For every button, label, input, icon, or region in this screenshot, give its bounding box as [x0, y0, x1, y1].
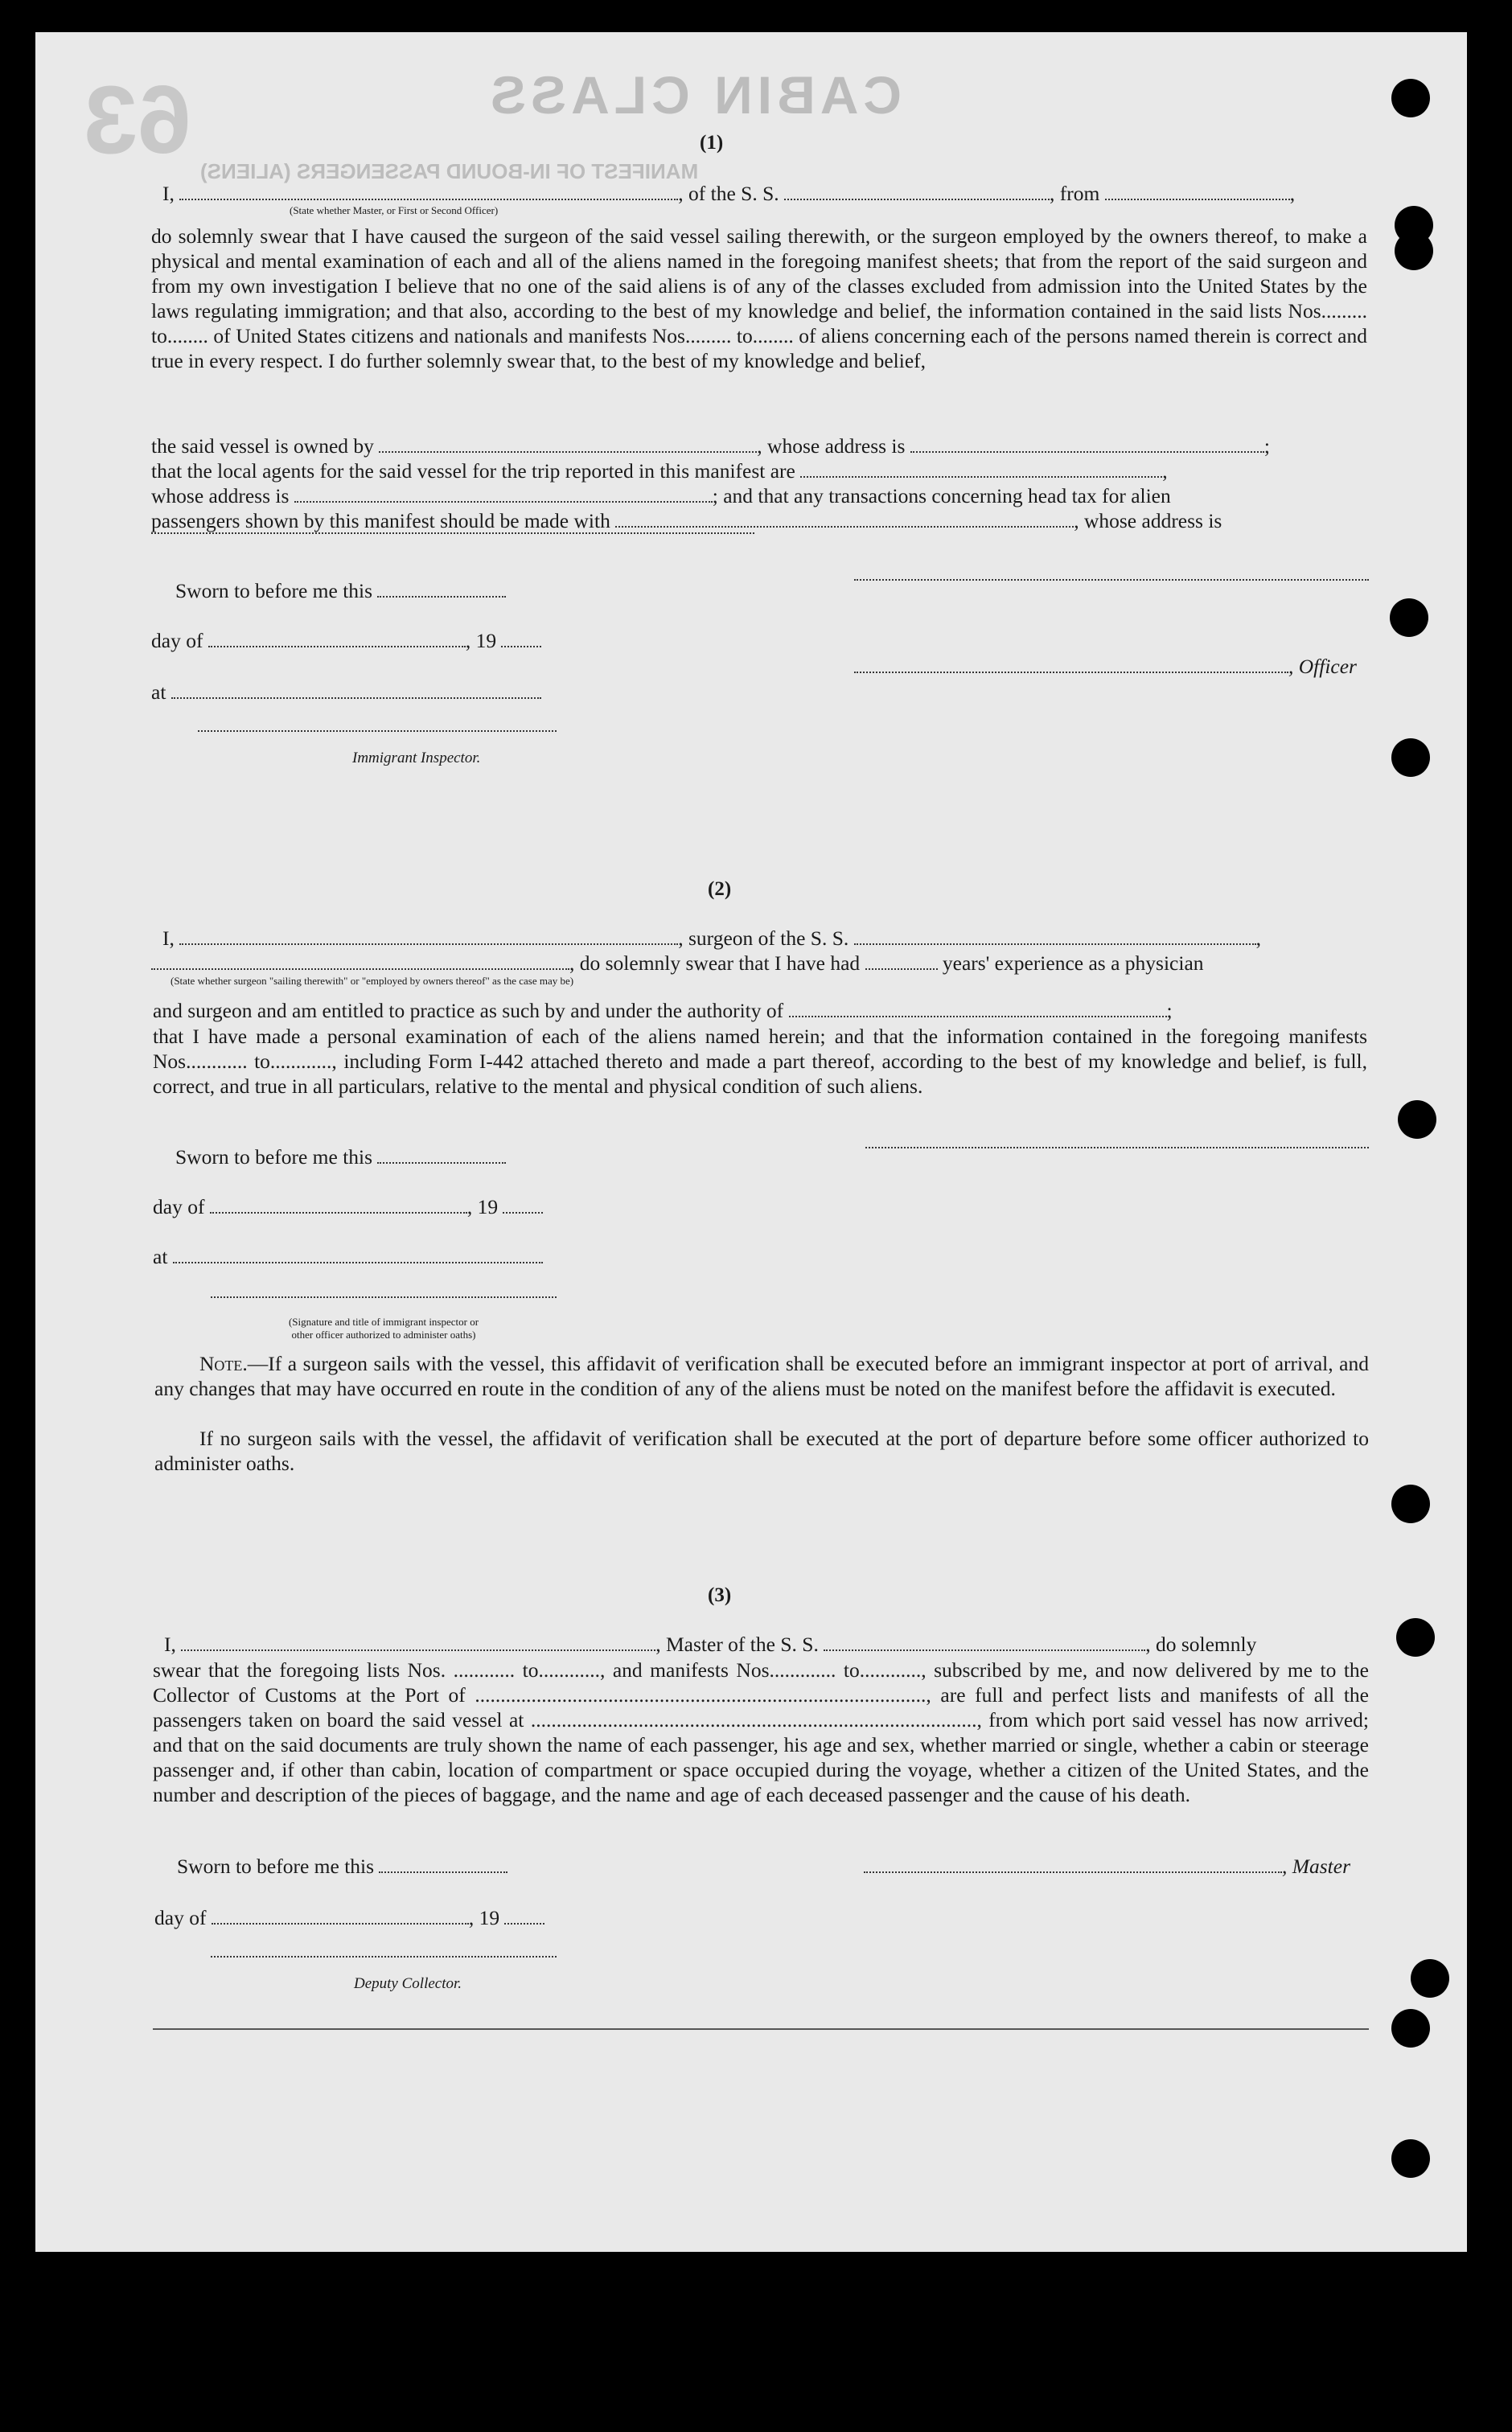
surgeon-note: (State whether surgeon "sailing therewith" or "employed by owners thereof" as the case may be) — [171, 975, 574, 987]
at-place-field-2[interactable] — [173, 1246, 543, 1263]
year-field-3[interactable] — [504, 1907, 544, 1925]
surgeon-status-field[interactable] — [151, 952, 569, 970]
solemnly-swear-label: , do solemnly swear that I have had — [569, 951, 861, 975]
surgeon-name-field[interactable] — [179, 927, 678, 945]
at-label-2: at — [153, 1245, 168, 1268]
authority-field[interactable] — [789, 1000, 1167, 1017]
signature-note-2: other officer authorized to administer oaths) — [291, 1329, 476, 1341]
do-solemnly-label: , do solemnly — [1145, 1633, 1257, 1656]
master-line — [864, 1855, 1350, 1879]
bleed-through-title: CABIN CLASS — [486, 65, 902, 125]
at-line-1 — [151, 680, 541, 705]
binder-hole — [1411, 1959, 1449, 1998]
i-label-2: I, — [162, 926, 175, 950]
sworn-line-1 — [175, 579, 506, 603]
local-agents-line: that the local agents for the said vessel for the trip reported in this manifest are , — [151, 459, 1168, 483]
head-tax-contact-field[interactable] — [615, 510, 1074, 528]
address-continuation-field[interactable] — [151, 532, 754, 534]
section-1-number: (1) — [700, 132, 724, 154]
sworn-label-3: Sworn to before me this — [177, 1855, 375, 1878]
local-agents-label: that the local agents for the said vessel for the trip reported in this manifest are — [151, 459, 795, 483]
section-3-number: (3) — [708, 1584, 732, 1606]
sworn-line-3 — [177, 1855, 507, 1879]
master-ss-label: , Master of the S. S. — [655, 1633, 819, 1656]
master-signature-field[interactable] — [864, 1855, 1282, 1873]
surgeon-signature-line[interactable] — [865, 1147, 1369, 1148]
authorized-officer-signature-line[interactable] — [211, 1296, 557, 1298]
binder-hole — [1390, 598, 1428, 637]
sworn-label-2: Sworn to before me this — [175, 1145, 373, 1169]
agent-address-line — [151, 484, 1171, 508]
owned-by-label: the said vessel is owned by — [151, 434, 374, 458]
master-label: , Master — [1282, 1855, 1350, 1878]
day-of-line-3 — [154, 1906, 544, 1930]
section-3-body: swear that the foregoing lists Nos. ............ to............, and manifests Nos............. to............, subscribed by me, and now delivered by me to the Collector of Customs at the Port of ........................................................................................, are full and perfect lists and manifests of all the passengers taken on board the said vessel at ......................................................................................., from which port said vessel has now arrived; and that on the said documents are truly shown the name of each passenger, his age and sex, whether married or single, whether a cabin or steerage passenger and, if other than cabin, location of compartment or space occupied during the voyage, whether a citizen of the United States, and the number and description of the pieces of baggage, and the name and age of each deceased passenger and the cause of his death. — [153, 1658, 1369, 1806]
at-place-field[interactable] — [171, 681, 541, 699]
owner-field[interactable] — [379, 435, 757, 453]
day-of-label-2: day of — [153, 1195, 205, 1218]
owned-by-line: the said vessel is owned by , whose address is ; — [151, 434, 1270, 458]
binder-hole — [1395, 232, 1433, 270]
master-name-field[interactable] — [181, 1633, 655, 1651]
year-prefix-2: , 19 — [466, 1195, 499, 1218]
section-1-body: do solemnly swear that I have caused the surgeon of the said vessel sailing therewith, or the surgeon employed by the owners thereof, to make a physical and mental examination of each and all of the aliens named in the foregoing manifest sheets; that from the report of the said surgeon and from my own investigation I believe that no one of the said aliens is of any of the classes excluded from admission into the United States by the laws regulating immigration; and that also, according to the best of my knowledge and belief, the information contained in the said lists Nos......... to........ of United States citizens and nationals and manifests Nos......... to........ of aliens concerning each of the persons named therein is correct and true in every respect. I do further solemnly swear that, to the best of my knowledge and belief, — [151, 224, 1367, 372]
inspector-signature-line[interactable] — [198, 730, 557, 732]
local-agents-field[interactable] — [800, 460, 1162, 478]
note-paragraph-1 — [154, 1351, 1369, 1401]
section-2-line-1: I, , surgeon of the S. S. , — [162, 926, 1262, 950]
year-field-2[interactable] — [503, 1196, 543, 1214]
bottom-rule — [153, 2028, 1369, 2030]
i-label: I, — [162, 182, 175, 205]
binder-hole — [1398, 1100, 1436, 1139]
signature-note-1: (Signature and title of immigrant inspector or — [288, 1316, 479, 1328]
day-of-label-3: day of — [154, 1906, 207, 1929]
master-vessel-field[interactable] — [824, 1633, 1145, 1651]
from-label: , from — [1050, 182, 1100, 205]
day-of-line-1 — [151, 629, 541, 653]
binder-hole — [1391, 79, 1430, 117]
day-of-label: day of — [151, 629, 203, 652]
note-paragraph-2: If no surgeon sails with the vessel, the affidavit of verification shall be executed at the port of departure before some officer authorized to administer oaths. — [154, 1427, 1369, 1475]
section-2-line-2 — [151, 951, 1204, 976]
section-2-number: (2) — [708, 878, 732, 900]
section-2-body: that I have made a personal examination of each of the aliens named herein; and that the information contained in the foregoing manifests Nos............ to............, including Form I-442 attached thereto and made a part thereof, according to the best of my knowledge and belief, is full, correct, and true in all particulars, relative to the mental and physical condition of such aliens. — [153, 1025, 1367, 1098]
section-1-line-1: I, , of the S. S. , from , — [162, 182, 1296, 205]
ss-label: , of the S. S. — [678, 182, 779, 205]
note-label: Note. — [199, 1352, 248, 1375]
agent-address-field[interactable] — [294, 485, 713, 503]
i-label-3: I, — [164, 1633, 176, 1656]
sworn-day-field[interactable] — [377, 580, 506, 598]
binder-hole — [1391, 2009, 1430, 2048]
agent-address-label: whose address is — [151, 484, 290, 507]
authority-label: and surgeon and am entitled to practice as such by and under the authority of — [153, 999, 784, 1022]
day-of-line-2 — [153, 1195, 543, 1219]
owner-address-field[interactable] — [910, 435, 1264, 453]
officer-name-field[interactable] — [179, 183, 678, 200]
port-from-field[interactable] — [1105, 183, 1290, 200]
binder-hole — [1391, 2139, 1430, 2178]
officer-line — [854, 655, 1357, 679]
years-field[interactable] — [865, 952, 938, 970]
sworn-day-field-2[interactable] — [377, 1146, 506, 1164]
whose-address-3-label: , whose address is — [1074, 509, 1222, 532]
sworn-line-2 — [175, 1145, 506, 1169]
collector-signature-line[interactable] — [211, 1956, 557, 1958]
collector-label: Deputy Collector. — [354, 1975, 462, 1992]
head-tax-label: ; and that any transactions concerning head tax for alien — [712, 484, 1171, 507]
officer-signature-line[interactable] — [854, 579, 1369, 581]
month-field-3[interactable] — [212, 1907, 469, 1925]
sworn-label: Sworn to before me this — [175, 579, 373, 602]
authority-line: and surgeon and am entitled to practice as such by and under the authority of ; — [153, 999, 1173, 1022]
year-prefix: , 19 — [465, 629, 497, 652]
vessel-name-field[interactable] — [784, 183, 1050, 200]
bleed-through-number: 63 — [84, 66, 191, 174]
section-3-line-1 — [164, 1633, 1256, 1657]
inspector-label: Immigrant Inspector. — [352, 750, 481, 766]
month-field-2[interactable] — [210, 1196, 467, 1214]
year-field[interactable] — [501, 630, 541, 647]
at-line-2 — [153, 1245, 543, 1269]
surgeon-vessel-field[interactable] — [854, 927, 1256, 945]
sworn-day-field-3[interactable] — [379, 1855, 507, 1873]
binder-hole — [1396, 1618, 1435, 1657]
passengers-shown-line — [151, 509, 1222, 533]
officer-label: , Officer — [1288, 655, 1357, 678]
binder-hole — [1391, 1485, 1430, 1523]
bleed-through-subtitle: MANIFEST OF IN-BOUND PASSENGERS (ALIENS) — [200, 159, 699, 183]
month-field[interactable] — [208, 630, 466, 647]
years-experience-label: years' experience as a physician — [942, 951, 1204, 975]
officer-note: (State whether Master, or First or Second Officer) — [290, 204, 499, 216]
officer-title-field[interactable] — [854, 655, 1288, 673]
note-text: —If a surgeon sails with the vessel, this affidavit of verification shall be executed before an immigrant inspector at port of arrival, and any changes that may have occurred en route in the condition of any of the aliens must be noted on the manifest before the affidavit is executed. — [154, 1352, 1369, 1400]
binder-hole — [1391, 738, 1430, 777]
form-page — [35, 32, 1467, 2252]
surgeon-ss-label: , surgeon of the S. S. — [678, 926, 849, 950]
at-label: at — [151, 680, 166, 704]
passengers-shown-label: passengers shown by this manifest should be made with — [151, 509, 610, 532]
year-prefix-3: , 19 — [468, 1906, 500, 1929]
whose-address-label: , whose address is — [757, 434, 906, 458]
